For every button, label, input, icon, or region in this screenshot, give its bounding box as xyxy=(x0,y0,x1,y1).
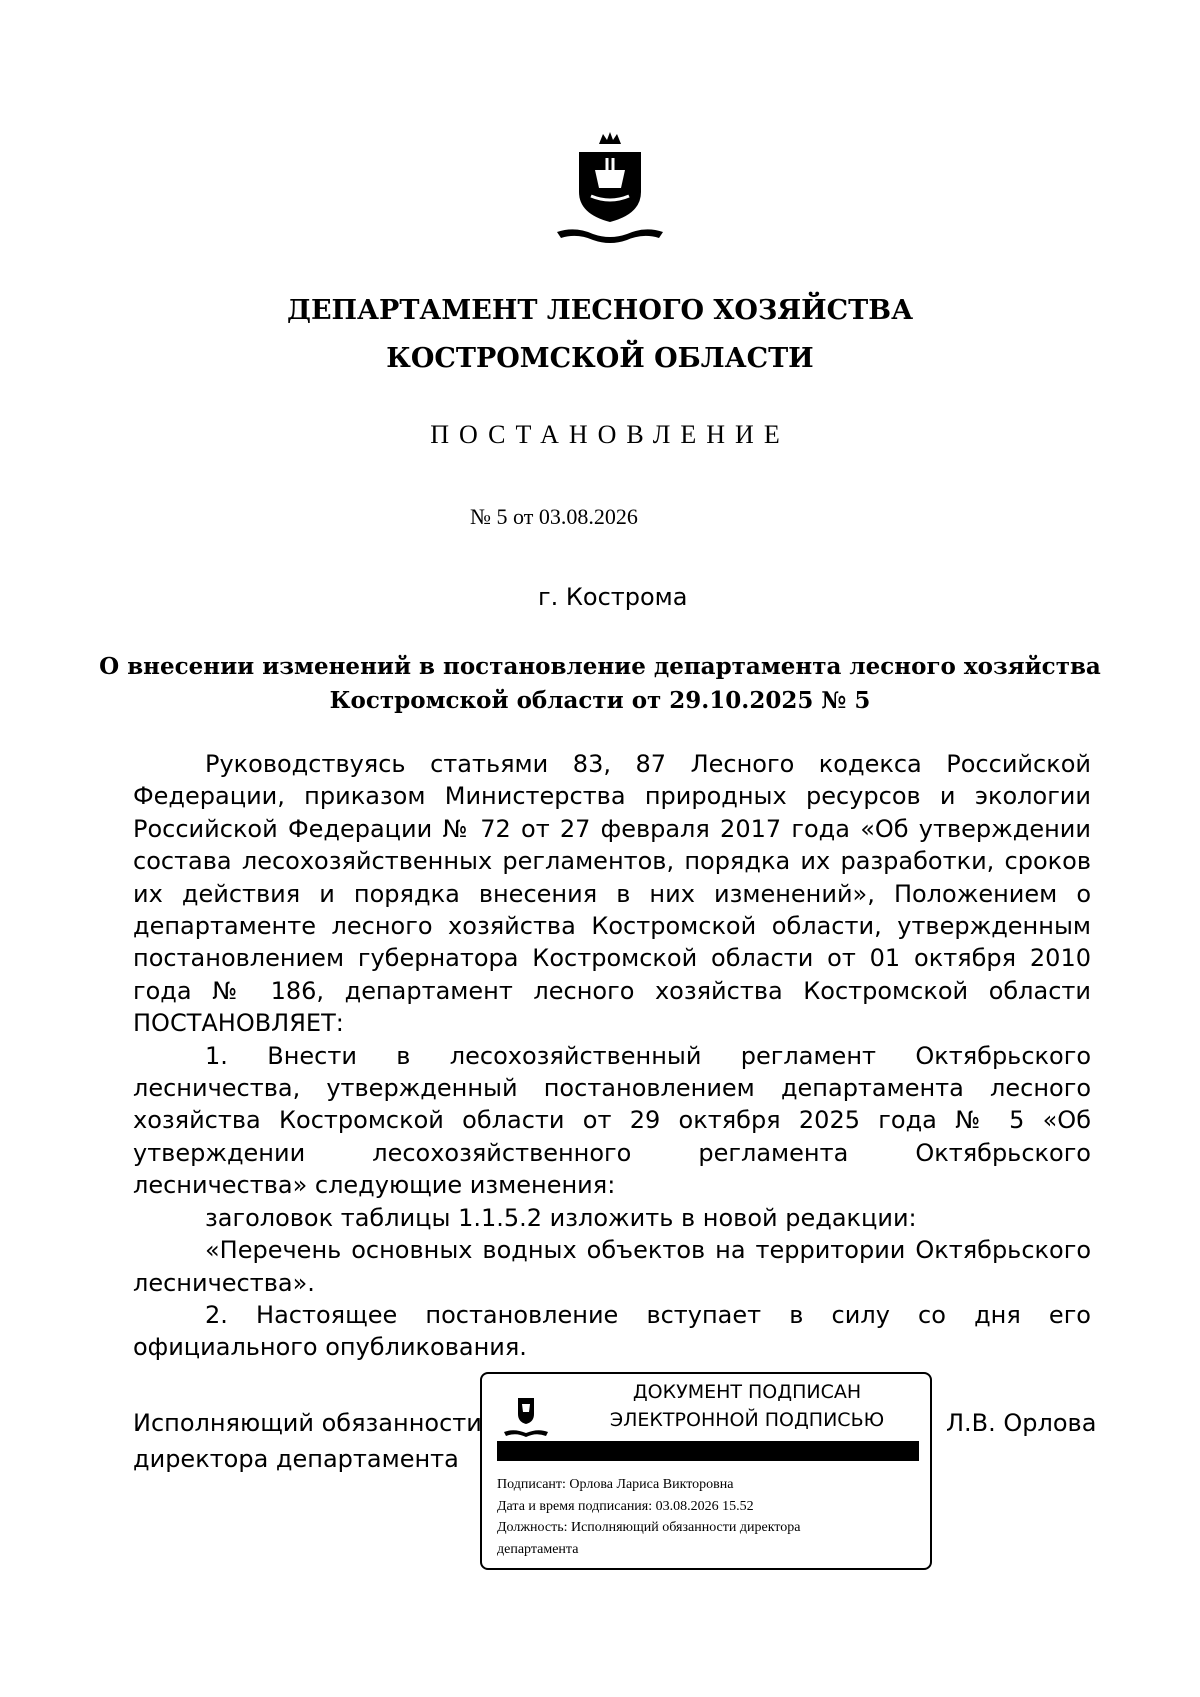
document-body xyxy=(133,748,1091,1364)
stamp-position-line2: департамента xyxy=(497,1541,579,1557)
document-type: ПОСТАНОВЛЕНИЕ xyxy=(430,420,790,449)
electronic-signature-stamp xyxy=(480,1372,932,1570)
signatory-position-line2: директора департамента xyxy=(133,1445,459,1473)
stamp-emblem-icon xyxy=(502,1394,550,1438)
signatory-position-line1: Исполняющий обязанности xyxy=(133,1409,482,1437)
body-paragraph-basis: Руководствуясь статьями 83, 87 Лесного кодекса Российской Федерации, приказом Министерства природных ресурсов и экологии Российской Федерации № 72 от 27 февраля 2017 года «Об утверждении состава лесохозяйственных регламентов, порядка их разработки, сроков их действия и порядка внесения в них изменений», Положением о департаменте лесного хозяйства Костромской области, утвержденным постановлением губернатора Костромской области от 01 октября 2010 года № 186, департамент лесного хозяйства Костромской области ПОСТАНОВЛЯЕТ: xyxy=(133,750,1091,1038)
body-paragraph-new-title: «Перечень основных водных объектов на территории Октябрьского лесничества». xyxy=(133,1236,1091,1297)
document-title-line2: Костромской области от 29.10.2025 № 5 xyxy=(329,687,871,714)
stamp-certificate-bar xyxy=(497,1441,919,1461)
coat-of-arms-emblem xyxy=(555,130,665,248)
city: г. Кострома xyxy=(538,583,688,611)
organization-name-line2: КОСТРОМСКОЙ ОБЛАСТИ xyxy=(386,343,814,374)
stamp-heading-line1: ДОКУМЕНТ ПОДПИСАН xyxy=(632,1381,862,1403)
body-paragraph-change: заголовок таблицы 1.1.5.2 изложить в новой редакции: xyxy=(205,1203,917,1232)
stamp-datetime: Дата и время подписания: 03.08.2026 15.52 xyxy=(497,1498,754,1514)
document-number: № 5 от 03.08.2026 xyxy=(470,504,638,529)
stamp-heading xyxy=(592,1378,902,1434)
stamp-signer: Подписант: Орлова Лариса Викторовна xyxy=(497,1477,734,1492)
stamp-heading-line2: ЭЛЕКТРОННОЙ ПОДПИСЬЮ xyxy=(609,1409,885,1431)
signatory-position xyxy=(133,1405,482,1477)
organization-name-line1: ДЕПАРТАМЕНТ ЛЕСНОГО ХОЗЯЙСТВА xyxy=(286,295,914,326)
signatory-name: Л.В. Орлова xyxy=(946,1409,1097,1437)
body-paragraph-item-1: 1. Внести в лесохозяйственный регламент Октябрьского лесничества, утвержденный постановлением департамента лесного хозяйства Костромской области от 29 октября 2025 года № 5 «Об утверждении лесохозяйственного регламента Октябрьского лесничества» следующие изменения: xyxy=(133,1041,1091,1200)
stamp-details xyxy=(497,1474,800,1560)
document-title-line1: О внесении изменений в постановление департамента лесного хозяйства xyxy=(99,653,1101,680)
body-paragraph-item-2: 2. Настоящее постановление вступает в силу со дня его официального опубликования. xyxy=(133,1300,1091,1362)
stamp-position-line1: Должность: Исполняющий обязанности директора xyxy=(497,1520,801,1535)
organization-name xyxy=(0,287,1200,383)
document-title xyxy=(0,650,1200,718)
